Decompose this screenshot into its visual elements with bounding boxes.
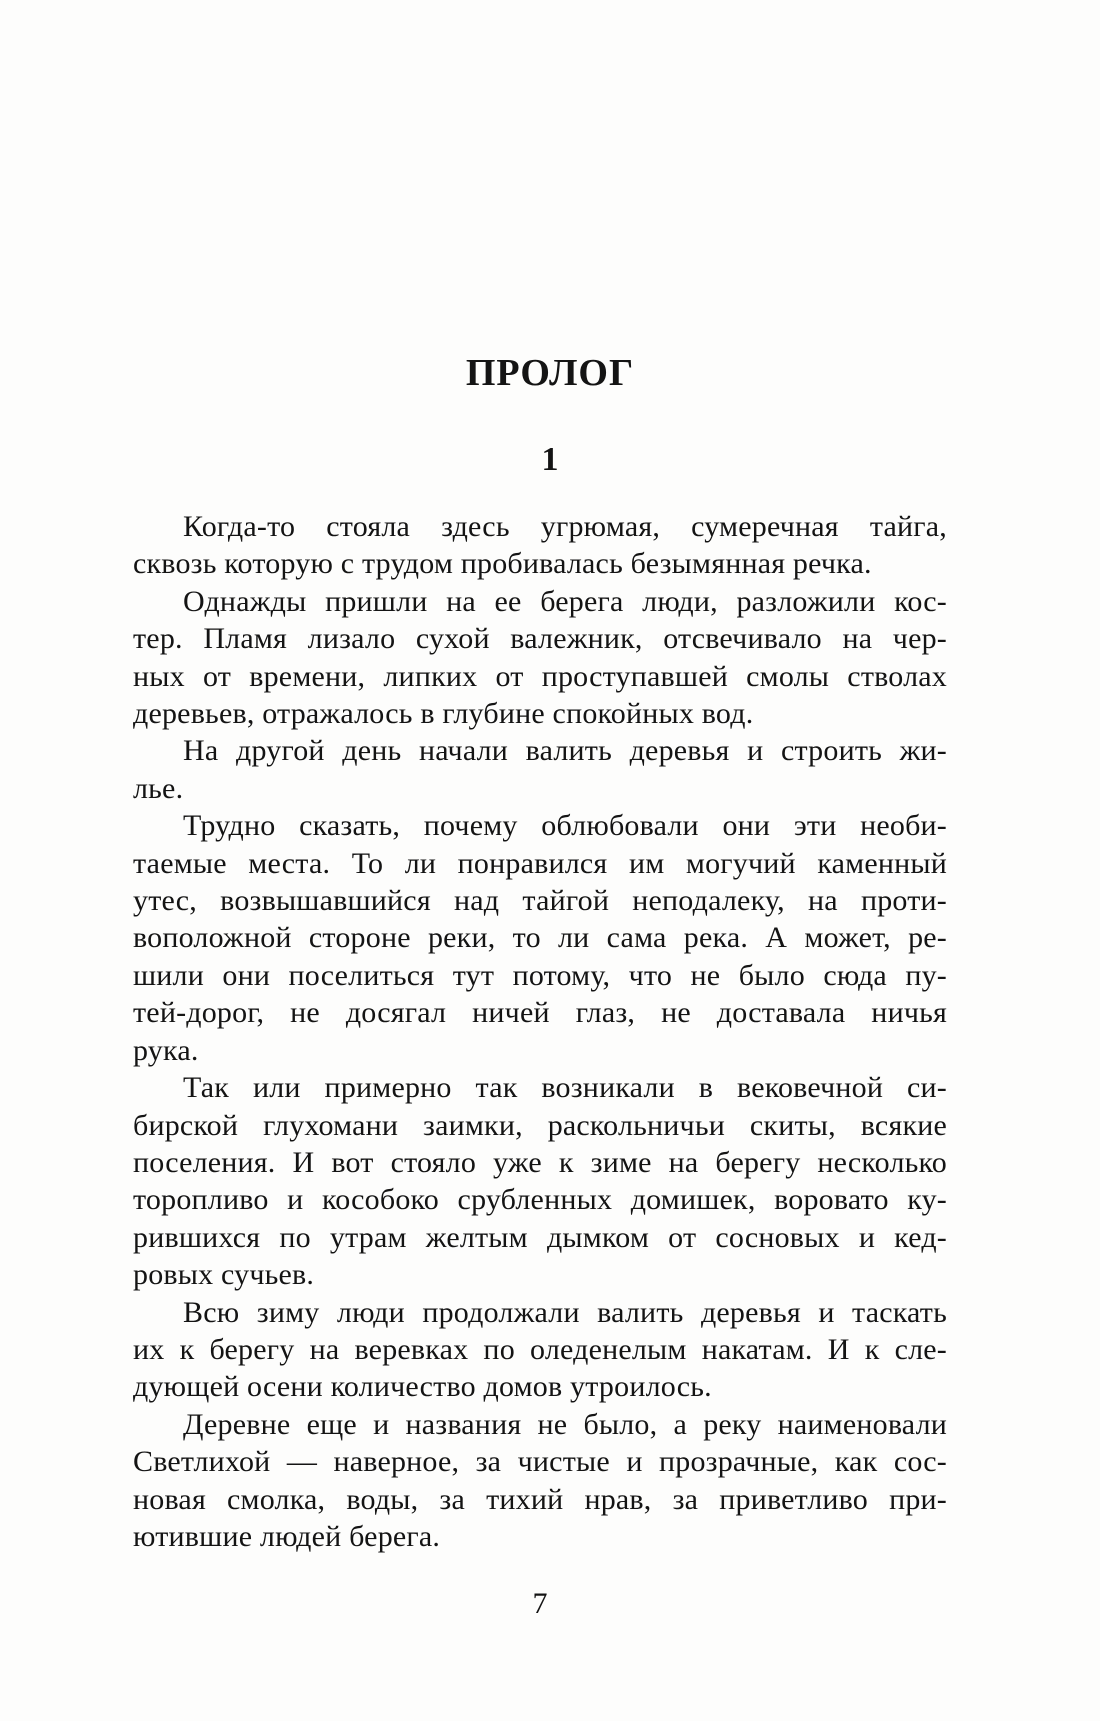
text-line: ютившие людей берега. [133,1519,441,1553]
text-line: сквозь которую с трудом пробивалась безымянная речка. [133,547,872,581]
paragraph [133,807,947,1069]
text-line: Когда-то стояла здесь угрюмая, сумеречная тайга, [183,510,947,543]
text-line: утес, возвышавшийся над тайгой неподалеку, на проти- [133,884,947,918]
text-line: тер. Пламя лизало сухой валежник, отсвечивало на чер- [133,622,947,656]
page-number: 7 [532,1587,548,1620]
text-line: их к берегу на веревках по оледенелым накатам. И к сле- [133,1332,947,1366]
paragraph [133,1069,947,1293]
text-line: бирской глухомани заимки, раскольничьи скиты, всякие [133,1108,947,1142]
text-line: Всю зиму люди продолжали валить деревья и таскать [183,1295,947,1329]
paragraph [133,583,947,733]
text-line: Так или примерно так возникали в вековечной си- [183,1071,947,1105]
text-line: торопливо и кособоко срубленных домишек, воровато ку- [133,1183,947,1217]
text-line: ровых сучьев. [133,1258,315,1292]
chapter-heading: ПРОЛОГ [465,352,635,394]
text-line: тей-дорог, не досягал ничей глаз, не доставала ничья [133,996,947,1030]
text-line: ных от времени, липких от проступавшей смолы стволах [133,659,947,693]
text-line: лье. [133,771,184,805]
paragraph [133,732,947,807]
text-line: воположной стороне реки, то ли сама река. А может, ре- [133,921,947,955]
text-line: рившихся по утрам желтым дымком от сосновых и кед- [133,1220,947,1254]
body-text [133,508,947,1555]
paragraph [133,508,947,583]
paragraph [133,1406,947,1556]
section-number: 1 [541,441,559,478]
text-line: поселения. И вот стояло уже к зиме на берегу несколько [133,1145,947,1179]
text-line: На другой день начали валить деревья и строить жи- [183,734,947,768]
paragraph [133,1294,947,1406]
text-line: шили они поселиться тут потому, что не было сюда пу- [133,958,947,992]
text-line: дующей осени количество домов утроилось. [133,1370,712,1404]
text-line: таемые места. То ли понравился им могучий каменный [133,846,947,880]
text-line: Трудно сказать, почему облюбовали они эти необи- [183,809,947,843]
text-line: Однажды пришли на ее берега люди, разложили кос- [183,584,947,618]
text-line: деревьев, отражалось в глубине спокойных вод. [133,697,754,731]
text-line: Светлихой — наверное, за чистые и прозрачные, как сос- [133,1445,947,1479]
text-line: Деревне еще и названия не было, а реку наименовали [183,1407,947,1441]
text-line: новая смолка, воды, за тихий нрав, за приветливо при- [133,1482,947,1516]
text-line: рука. [133,1033,199,1067]
